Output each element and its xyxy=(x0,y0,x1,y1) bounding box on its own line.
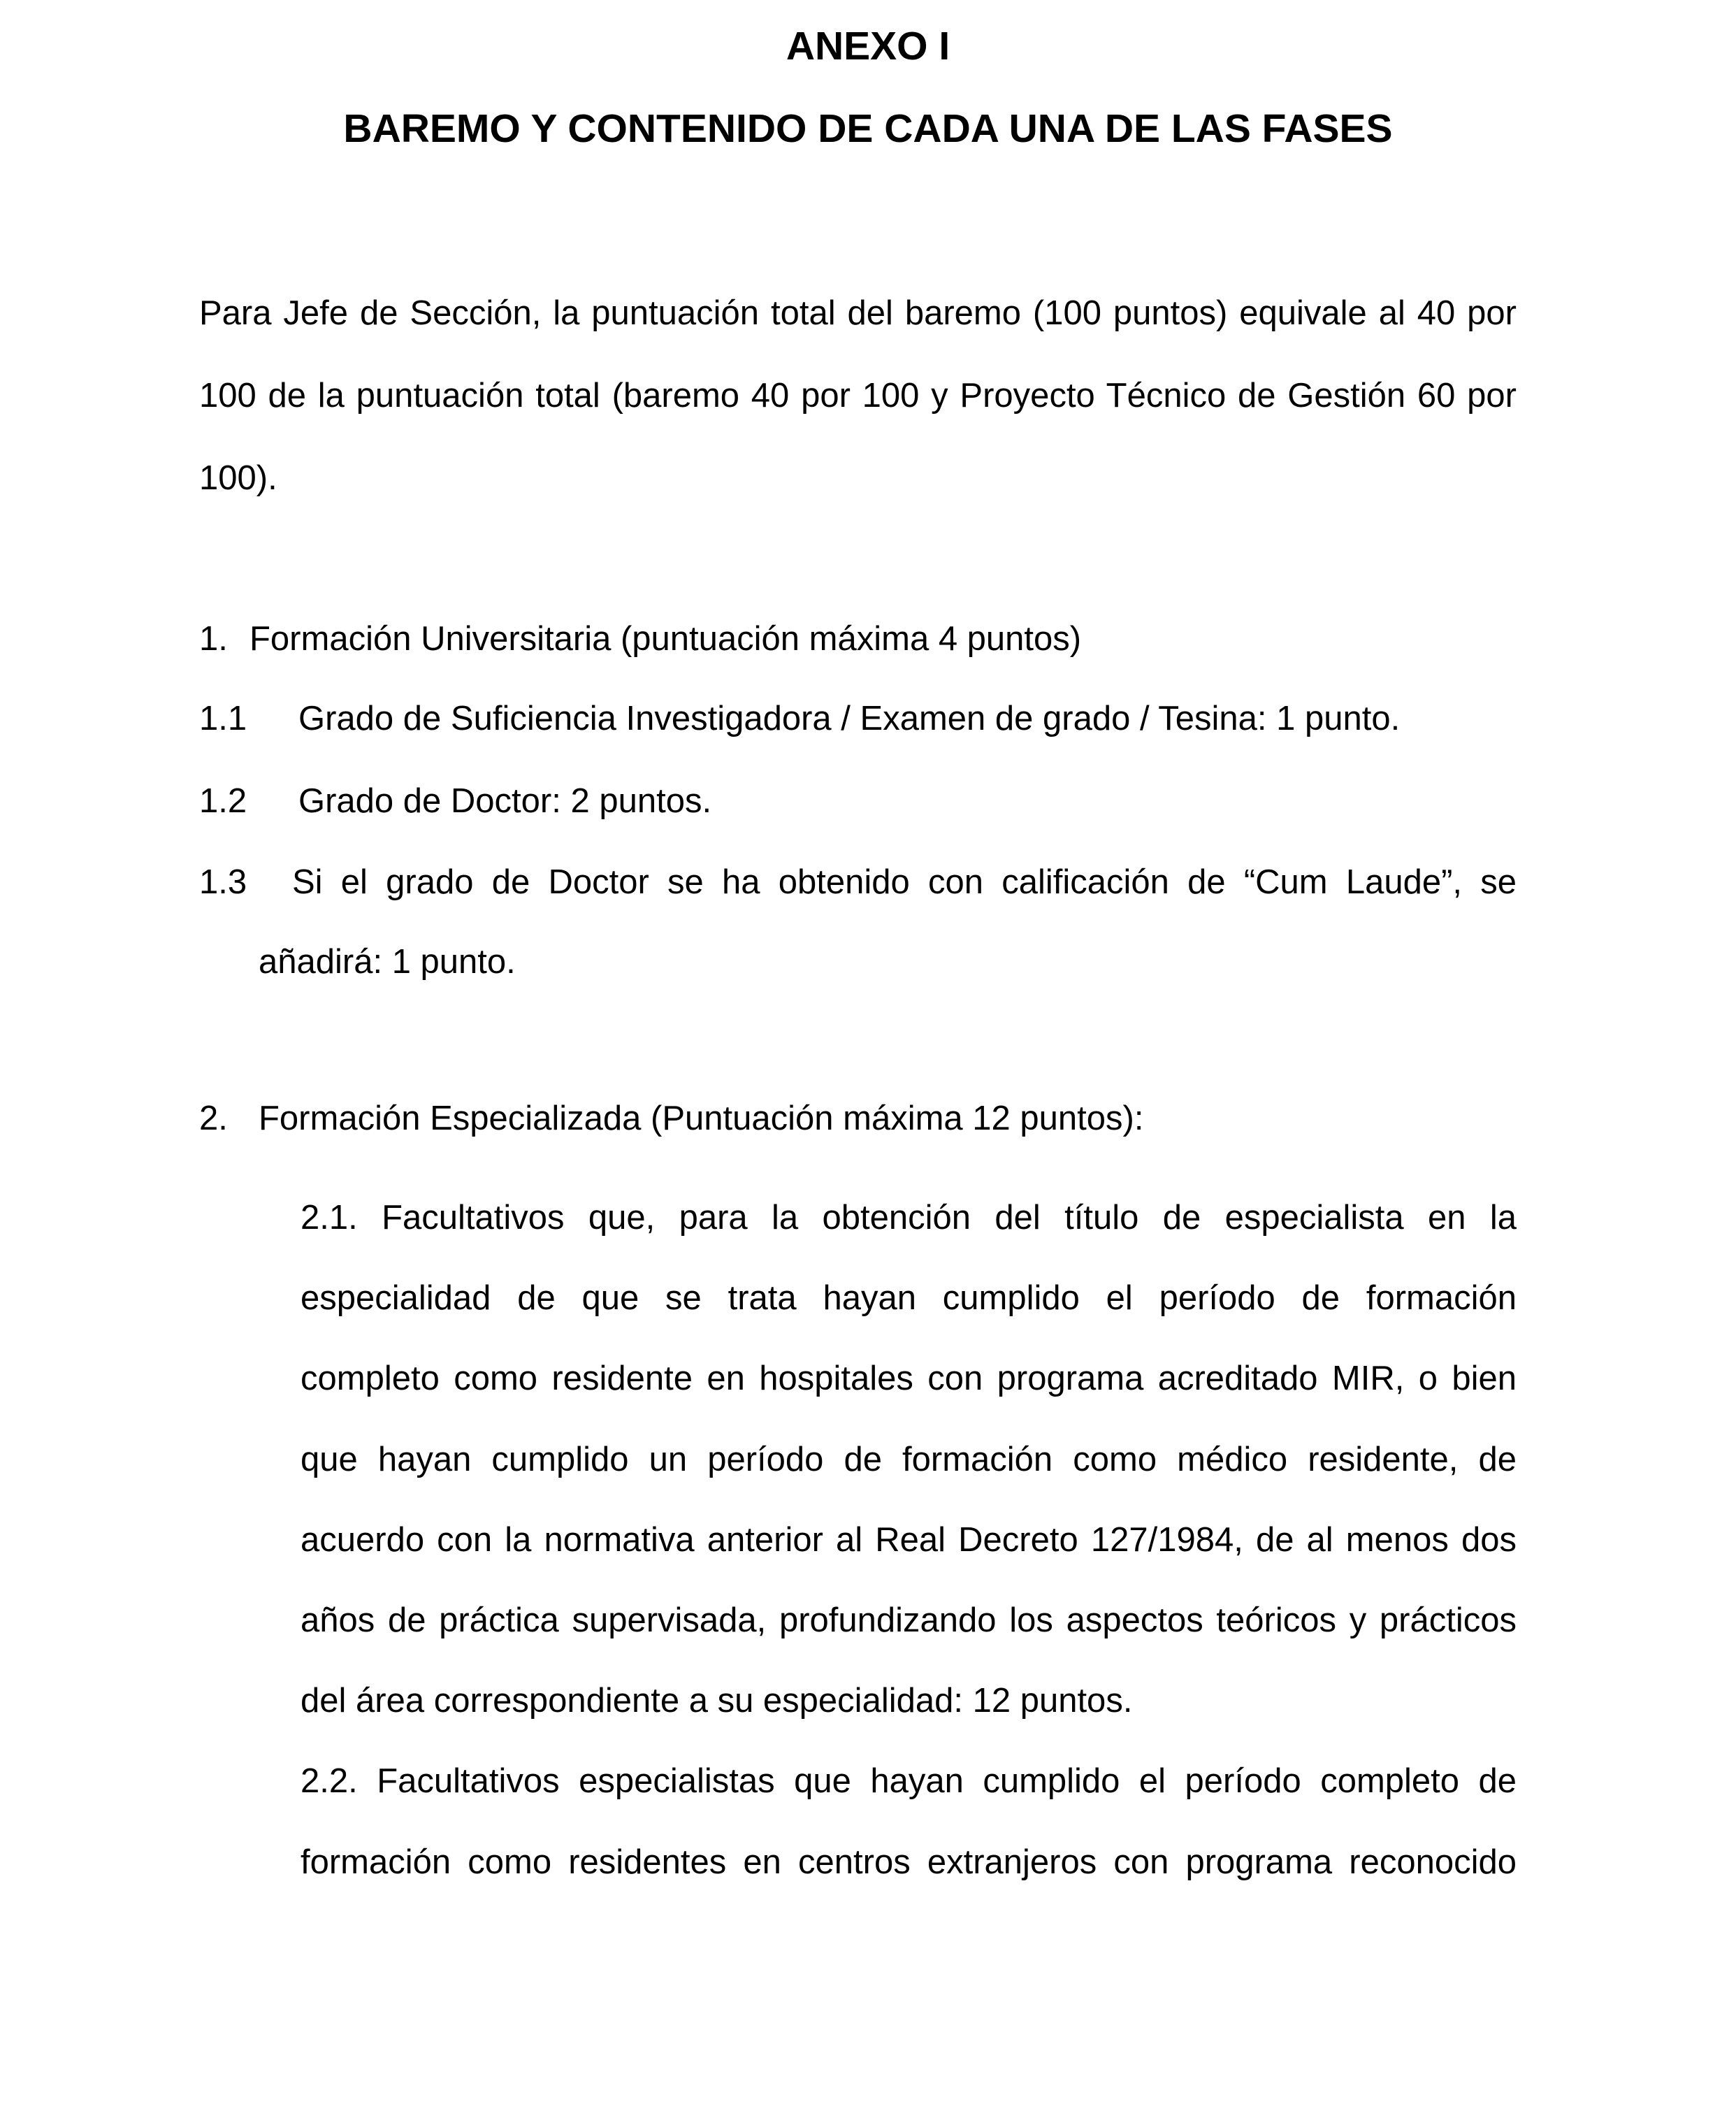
item-1-2-number: 1.2 xyxy=(199,782,247,820)
section1-heading: Formación Universitaria (puntuación máxima 4 puntos) xyxy=(249,620,1082,658)
item-1-3-line-1: Si el grado de Doctor se ha obtenido con calificación de “Cum Laude”, se xyxy=(292,863,1517,901)
item-2-1-line-4: que hayan cumplido un período de formación como médico residente, de xyxy=(301,1441,1517,1478)
item-1-2-text: Grado de Doctor: 2 puntos. xyxy=(298,782,712,820)
intro-line-1: Para Jefe de Sección, la puntuación total del baremo (100 puntos) equivale al 40 por xyxy=(199,294,1517,332)
intro-line-2: 100 de la puntuación total (baremo 40 por 100 y Proyecto Técnico de Gestión 60 por xyxy=(199,377,1517,415)
section2-heading: Formación Especializada (Puntuación máxima 12 puntos): xyxy=(259,1100,1144,1137)
intro-line-3: 100). xyxy=(199,459,277,497)
item-2-1-line-1: 2.1. Facultativos que, para la obtención del título de especialista en la xyxy=(301,1199,1517,1237)
section2-number: 2. xyxy=(199,1100,228,1137)
item-1-3-line-2: añadirá: 1 punto. xyxy=(259,943,516,981)
item-2-1-line-3: completo como residente en hospitales con programa acreditado MIR, o bien xyxy=(301,1360,1517,1397)
document-title: ANEXO I xyxy=(786,24,950,69)
document-subtitle: BAREMO Y CONTENIDO DE CADA UNA DE LAS FASES xyxy=(343,106,1393,151)
item-1-1-text: Grado de Suficiencia Investigadora / Examen de grado / Tesina: 1 punto. xyxy=(298,700,1401,737)
item-2-1-line-6: años de práctica supervisada, profundizando los aspectos teóricos y prácticos xyxy=(301,1601,1517,1639)
item-2-1-line-2: especialidad de que se trata hayan cumplido el período de formación xyxy=(301,1279,1517,1317)
section1-number: 1. xyxy=(199,620,228,658)
item-2-1-line-7: del área correspondiente a su especialidad: 12 puntos. xyxy=(301,1682,1133,1720)
item-2-2-line-1: 2.2. Facultativos especialistas que hayan cumplido el período completo de xyxy=(301,1762,1517,1800)
item-2-2-line-2: formación como residentes en centros extranjeros con programa reconocido xyxy=(301,1843,1517,1881)
item-2-1-line-5: acuerdo con la normativa anterior al Real Decreto 127/1984, de al menos dos xyxy=(301,1521,1517,1559)
item-1-3-number: 1.3 xyxy=(199,863,247,901)
item-1-1-number: 1.1 xyxy=(199,700,247,737)
